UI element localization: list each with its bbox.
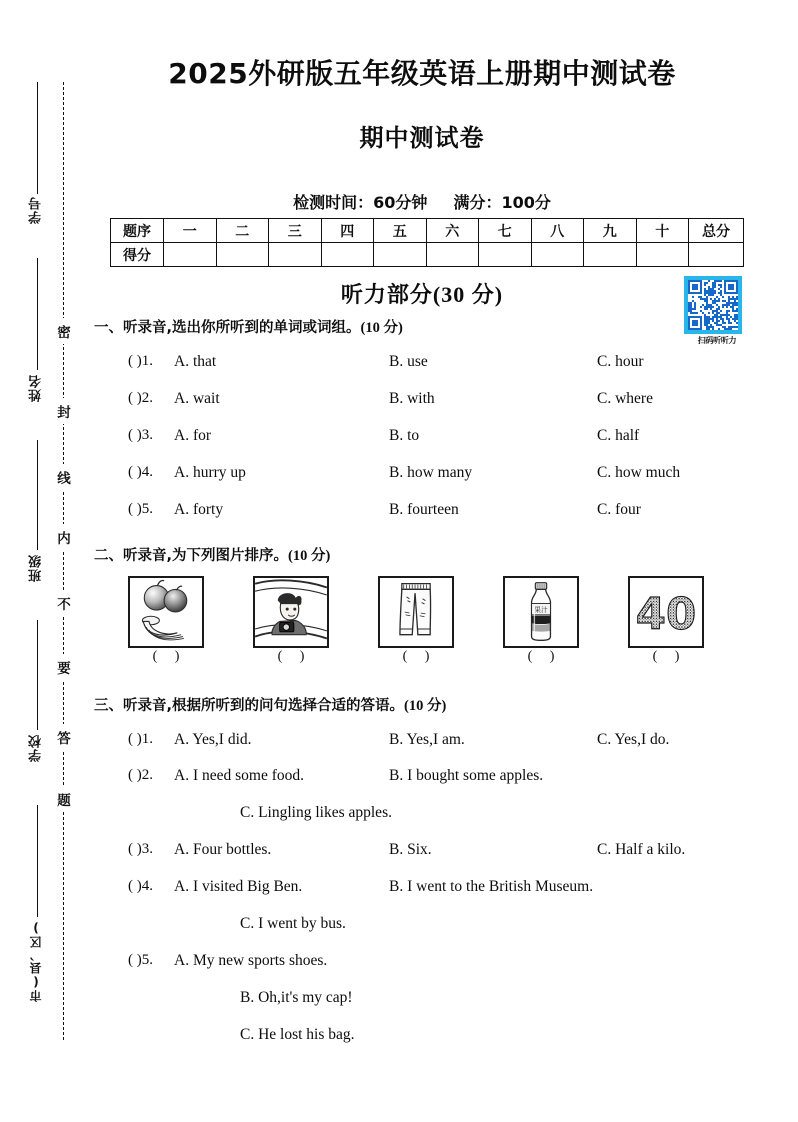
picture-box-trousers — [378, 576, 454, 648]
score-col-4: 四 — [321, 219, 374, 243]
picture-cell-5 — [628, 576, 704, 665]
picture-cell-1 — [128, 576, 204, 665]
list-item — [92, 767, 798, 791]
answer-bracket[interactable]: ( )1. — [128, 731, 153, 747]
seal-char-5: 不 — [56, 590, 72, 616]
answer-bracket[interactable]: ( )5. — [128, 952, 153, 968]
picture-ordering-strip — [92, 576, 798, 672]
answer-bracket[interactable]: ( )5. — [128, 501, 153, 517]
picture-answer-bracket[interactable]: ( ) — [277, 649, 312, 664]
option-c[interactable]: C. where — [597, 390, 653, 407]
listening-part-banner — [92, 278, 752, 309]
seal-char-4: 内 — [56, 524, 72, 550]
option-a[interactable]: A. wait — [174, 390, 220, 407]
seal-dashed-line — [63, 82, 64, 1040]
sidebar-label-class: 班级 — [29, 554, 44, 582]
list-item — [92, 501, 798, 525]
section-1-points: (10 分) — [360, 320, 403, 336]
score-col-2: 二 — [216, 219, 269, 243]
sidebar-label-student-id: 学号 — [29, 196, 44, 224]
table-row-score — [111, 243, 744, 267]
picture-box-fruit — [128, 576, 204, 648]
score-table-head-score: 得分 — [111, 243, 164, 267]
bottle-label-text: 果汁 — [534, 606, 548, 614]
score-cell-10[interactable] — [636, 243, 689, 267]
section-3-title: 三、听录音,根据所听到的问句选择合适的答语。 — [94, 698, 405, 714]
list-item — [92, 464, 798, 488]
section-heading-1 — [94, 316, 403, 337]
option-a[interactable]: A. Yes,I did. — [174, 731, 252, 748]
option-b[interactable]: B. I went to the British Museum. — [389, 878, 594, 895]
picture-cell-4 — [503, 576, 579, 665]
listening-part-points: (30 分) — [432, 282, 504, 307]
score-cell-4[interactable] — [321, 243, 374, 267]
list-item — [92, 878, 798, 902]
seal-solid-line-1 — [37, 82, 38, 194]
list-item — [92, 731, 798, 755]
option-a[interactable]: A. I visited Big Ben. — [174, 878, 303, 895]
option-c[interactable]: C. Yes,I do. — [597, 731, 670, 748]
score-cell-2[interactable] — [216, 243, 269, 267]
option-b[interactable]: B. with — [389, 390, 435, 407]
seal-char-6: 要 — [56, 654, 72, 680]
seal-solid-line-2 — [37, 258, 38, 370]
option-b[interactable]: B. use — [389, 353, 428, 370]
list-item-continuation — [92, 804, 798, 828]
option-a[interactable]: A. I need some food. — [174, 767, 304, 784]
qr-code-block[interactable] — [684, 276, 750, 346]
qr-code-icon[interactable] — [684, 276, 742, 334]
option-a[interactable]: A. for — [174, 427, 212, 444]
seal-solid-line-4 — [37, 620, 38, 730]
list-item — [92, 353, 798, 377]
score-col-8: 八 — [531, 219, 584, 243]
list-item — [92, 952, 798, 976]
option-c[interactable]: C. I went by bus. — [240, 915, 346, 932]
option-a[interactable]: A. My new sports shoes. — [174, 952, 328, 969]
option-a[interactable]: A. hurry up — [174, 464, 246, 481]
score-cell-1[interactable] — [164, 243, 217, 267]
section-1-title: 一、听录音,选出你所听到的单词或词组。 — [94, 320, 361, 336]
score-cell-5[interactable] — [374, 243, 427, 267]
seal-sidebar — [0, 0, 92, 1122]
option-c[interactable]: C. four — [597, 501, 641, 518]
score-col-7: 七 — [479, 219, 532, 243]
option-b[interactable]: B. to — [389, 427, 420, 444]
picture-cell-2 — [253, 576, 329, 665]
picture-answer-bracket[interactable]: ( ) — [527, 649, 562, 664]
option-a[interactable]: A. forty — [174, 501, 224, 518]
answer-bracket[interactable]: ( )4. — [128, 878, 153, 894]
list-item-continuation — [92, 1026, 798, 1050]
number-forty-text: 40 — [635, 590, 697, 640]
option-c[interactable]: C. half — [597, 427, 640, 444]
answer-bracket[interactable]: ( )1. — [128, 353, 153, 369]
table-row-question-index — [111, 219, 744, 243]
score-col-9: 九 — [584, 219, 637, 243]
answer-bracket[interactable]: ( )2. — [128, 390, 153, 406]
sidebar-label-school: 学校 — [29, 734, 44, 762]
section-2-title: 二、听录音,为下列图片排序。 — [94, 548, 289, 564]
picture-box-number-forty — [628, 576, 704, 648]
option-c[interactable]: C. Lingling likes apples. — [240, 804, 392, 821]
option-b[interactable]: B. Oh,it's my cap! — [240, 989, 353, 1006]
seal-solid-line-3 — [37, 440, 38, 550]
score-col-6: 六 — [426, 219, 479, 243]
option-a[interactable]: A. Four bottles. — [174, 841, 272, 858]
score-col-total: 总分 — [689, 219, 744, 243]
page-title: 2025外研版五年级英语上册期中测试卷 — [168, 57, 676, 90]
seal-solid-line-5 — [37, 805, 38, 917]
score-cell-6[interactable] — [426, 243, 479, 267]
qr-code-caption: 扫码听听力 — [697, 336, 737, 345]
exam-total-score: 满分：100分 — [453, 193, 551, 212]
option-b[interactable]: B. I bought some apples. — [389, 767, 544, 784]
option-a[interactable]: A. that — [174, 353, 217, 370]
exam-duration: 检测时间：60分钟 — [293, 193, 428, 212]
picture-box-juice-bottle — [503, 576, 579, 648]
score-cell-3[interactable] — [269, 243, 322, 267]
score-table-head-index: 题序 — [111, 219, 164, 243]
seal-char-8: 题 — [56, 786, 72, 812]
score-col-1: 一 — [164, 219, 217, 243]
list-item-continuation — [92, 915, 798, 939]
option-c[interactable]: C. He lost his bag. — [240, 1026, 355, 1043]
option-c[interactable]: C. Half a kilo. — [597, 841, 686, 858]
option-b[interactable]: B. Six. — [389, 841, 432, 858]
answer-bracket[interactable]: ( )3. — [128, 427, 153, 443]
list-item-continuation — [92, 989, 798, 1013]
section-3-points: (10 分) — [404, 698, 447, 714]
picture-box-boy-camera — [253, 576, 329, 648]
score-cell-8[interactable] — [531, 243, 584, 267]
answer-bracket[interactable]: ( )4. — [128, 464, 153, 480]
option-c[interactable]: C. hour — [597, 353, 644, 370]
picture-answer-bracket[interactable]: ( ) — [652, 649, 687, 664]
list-item — [92, 841, 798, 865]
seal-char-7: 答 — [56, 724, 72, 750]
sidebar-label-district: 市(县、区) — [29, 920, 43, 1002]
list-item — [92, 390, 798, 414]
picture-answer-bracket[interactable]: ( ) — [152, 649, 187, 664]
page-subtitle: 期中测试卷 — [359, 124, 485, 152]
score-cell-total[interactable] — [689, 243, 744, 267]
score-col-3: 三 — [269, 219, 322, 243]
exam-meta — [92, 190, 752, 213]
seal-char-2: 封 — [56, 398, 72, 424]
section-2-points: (10 分) — [288, 548, 331, 564]
answer-bracket[interactable]: ( )2. — [128, 767, 153, 783]
option-b[interactable]: B. how many — [389, 464, 473, 481]
score-col-5: 五 — [374, 219, 427, 243]
section-heading-3 — [94, 694, 446, 715]
picture-cell-3 — [378, 576, 454, 665]
exam-sheet — [92, 0, 798, 1122]
option-b[interactable]: B. fourteen — [389, 501, 459, 518]
score-cell-9[interactable] — [584, 243, 637, 267]
score-col-10: 十 — [636, 219, 689, 243]
score-cell-7[interactable] — [479, 243, 532, 267]
score-table — [110, 218, 744, 267]
picture-answer-bracket[interactable]: ( ) — [402, 649, 437, 664]
answer-bracket[interactable]: ( )3. — [128, 841, 153, 857]
sidebar-label-name: 姓名 — [29, 374, 44, 402]
option-b[interactable]: B. Yes,I am. — [389, 731, 465, 748]
seal-char-1: 密 — [56, 318, 72, 344]
seal-char-3: 线 — [56, 464, 72, 490]
section-heading-2 — [94, 544, 330, 565]
option-c[interactable]: C. how much — [597, 464, 681, 481]
listening-part-label: 听力部分 — [340, 283, 433, 308]
list-item — [92, 427, 798, 451]
